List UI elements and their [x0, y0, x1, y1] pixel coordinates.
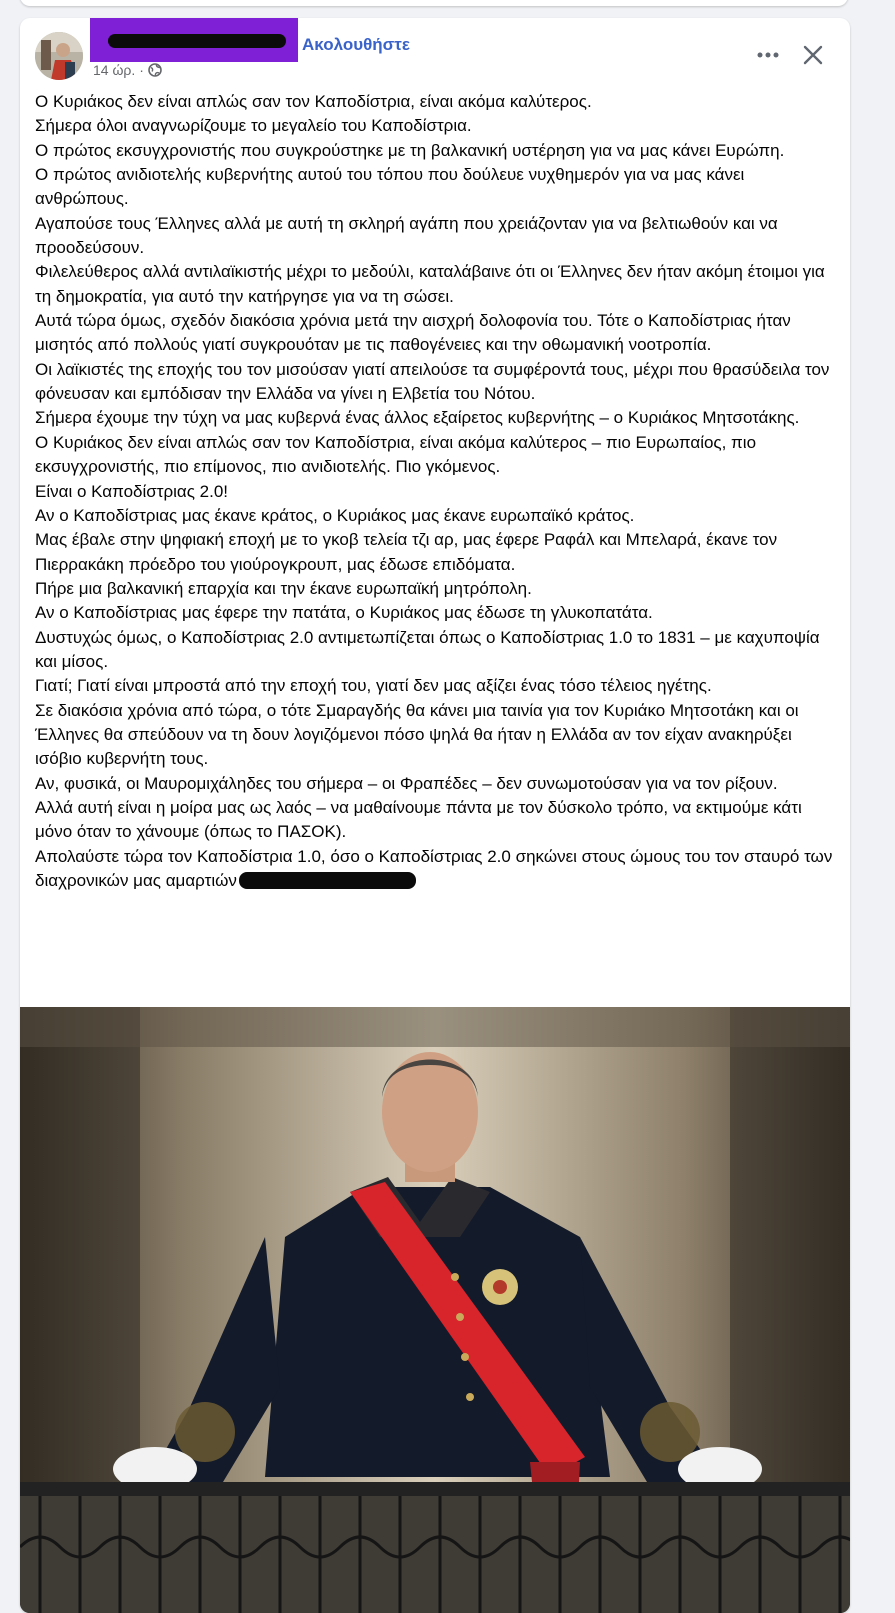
follow-button[interactable]: Ακολουθήστε: [302, 35, 410, 54]
post-paragraph-last: [35, 845, 836, 894]
globe-icon[interactable]: [148, 63, 162, 77]
post-paragraph-last-text: Απολαύστε τώρα τον Καποδίστρια 1.0, όσο ο Καποδίστριας 2.0 σηκώνει στους ώμους του τον σταυρό των διαχρονικών μας αμαρτιών: [35, 846, 833, 890]
post-time[interactable]: 14 ώρ.: [93, 62, 136, 78]
post-paragraph: Αν ο Καποδίστριας μας έκανε κράτος, ο Κυριάκος μας έκανε ευρωπαϊκό κράτος.: [35, 505, 635, 525]
redacted-author-name: [90, 18, 298, 62]
post-paragraph: Αν, φυσικά, οι Μαυρομιχάληδες του σήμερα – οι Φραπέδες – δεν συνωμοτούσαν για να τον ρίξουν.: [35, 773, 778, 793]
post-paragraph: Ο πρώτος ανιδιοτελής κυβερνήτης αυτού του τόπου που δούλευε νυχθημερόν για να μας κάνει ανθρώπους.: [35, 165, 745, 209]
avatar[interactable]: [35, 32, 83, 80]
post-paragraph: Αν ο Καποδίστριας μας έφερε την πατάτα, ο Κυριάκος μας έδωσε τη γλυκοπατάτα.: [35, 603, 653, 623]
post-paragraph: Ο Κυριάκος δεν είναι απλώς σαν τον Καποδίστρια, είναι ακόμα καλύτερος – πιο Ευρωπαίος, πιο εκσυγχρονιστής, πιο επίμονος, πιο ανιδιοτελής. Πιο γκόμενος.: [35, 432, 757, 477]
post-paragraph: Μας έβαλε στην ψηφιακή εποχή με το γκοβ τελεία τζι αρ, μας έφερε Ραφάλ και Μπελαρά, έκανε τον Πιερρακάκη πρόεδρο του γιούρογκρουπ, μας έδωσε επιδόματα.: [35, 530, 778, 574]
post-meta: [93, 62, 162, 78]
meta-separator: ·: [139, 62, 144, 78]
post-paragraph: Γιατί; Γιατί είναι μπροστά από την εποχή του, γιατί δεν μας αξίζει ένας τόσο τέλειος ηγέτης.: [35, 676, 712, 696]
more-options-icon[interactable]: [753, 40, 783, 70]
post-photo-image: [20, 1007, 850, 1613]
post-paragraph: Ο Κυριάκος δεν είναι απλώς σαν τον Καποδίστρια, είναι ακόμα καλύτερος.: [35, 92, 592, 111]
post-paragraph: Σήμερα έχουμε την τύχη να μας κυβερνά ένας άλλος εξαίρετος κυβερνήτης – ο Κυριάκος Μητσοτάκης.: [35, 408, 800, 428]
post-photo[interactable]: [20, 1007, 850, 1613]
post-paragraph: Αυτά τώρα όμως, σχεδόν διακόσια χρόνια μετά την αισχρή δολοφονία του. Τότε ο Καποδίστριας ήταν μισητός από πολλούς γιατί συγκρουόταν με τις παθογένειες και την οθωμανική νοοτροπία.: [35, 311, 791, 355]
post-paragraph: Αγαπούσε τους Έλληνες αλλά με αυτή τη σκληρή αγάπη που χρειάζονταν για να βελτιωθούν και να προοδεύσουν.: [35, 213, 778, 258]
post-paragraph: Σήμερα όλοι αναγνωρίζουμε το μεγαλείο του Καποδίστρια.: [35, 116, 472, 136]
previous-post-card: [20, 0, 848, 6]
post-paragraph: Αλλά αυτή είναι η μοίρα μας ως λαός – να μαθαίνουμε πάντα με τον δύσκολο τρόπο, να εκτιμούμε κάτι μόνο όταν το χάνουμε (όπως το ΠΑΣΟΚ).: [35, 797, 802, 842]
post-paragraph: Δυστυχώς όμως, ο Καποδίστριας 2.0 αντιμετωπίζεται όπως ο Καποδίστριας 1.0 το 1831 – με καχυποψία και μίσος.: [35, 627, 820, 671]
post-text: [20, 90, 850, 893]
post-header: [20, 18, 850, 90]
close-icon[interactable]: [797, 39, 829, 71]
avatar-image: [35, 32, 83, 80]
post-paragraph: Είναι ο Καποδίστριας 2.0!: [35, 481, 229, 501]
post-card: [20, 18, 850, 1613]
post-paragraph: Οι λαϊκιστές της εποχής του τον μισούσαν γιατί απειλούσε τα συμφέροντά τους, μέχρι που θρασύδειλα τον φόνευσαν και εμπόδισαν την Ελλάδα να γίνει η Ελβετία του Νότου.: [35, 359, 830, 404]
post-paragraph: Πήρε μια βαλκανική επαρχία και την έκανε ευρωπαϊκή μητρόπολη.: [35, 578, 532, 598]
post-paragraph: Φιλελεύθερος αλλά αντιλαϊκιστής μέχρι το μεδούλι, καταλάβαινε ότι οι Έλληνες δεν ήταν ακόμη έτοιμοι για τη δημοκρατία, για αυτό την κατήργησε για να τη σώσει.: [35, 262, 825, 306]
post-paragraph: Ο πρώτος εκσυγχρονιστής που συγκρούστηκε με τη βαλκανική υστέρηση για να μας κάνει Ευρώπη.: [35, 140, 785, 160]
post-paragraph: Σε διακόσια χρόνια από τώρα, ο τότε Σμαραγδής θα κάνει μια ταινία για τον Κυριάκο Μητσοτάκη και οι Έλληνες θα σπεύδουν να τη δουν λογιζόμενοι πόσο ψηλά θα ήταν η Ελλάδα αν τον είχαν ανακηρύξει ισόβιο κυβερνήτη τους.: [35, 700, 799, 769]
redacted-tail: [239, 872, 416, 889]
